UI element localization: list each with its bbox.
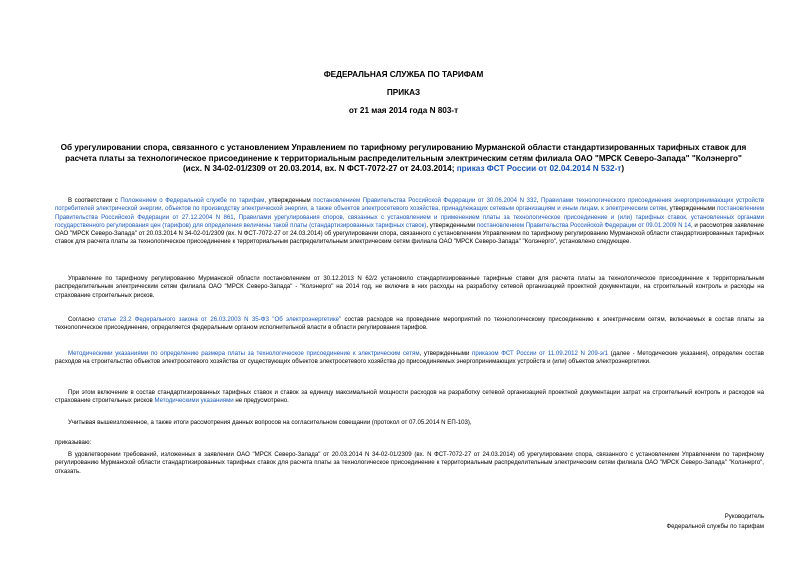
link-federal-law-35fz[interactable]: статье 23.2 Федерального закона от 26.03.2003 N 35-ФЗ "Об электроэнергетике" bbox=[97, 316, 342, 323]
p3-text-b: состав расходов на проведение мероприятий по технологическому присоединению к электрическим сетям, включаемых в состав платы за технологическое присоединение, определяется федеральным органом исполнительной власти в области регулирования тарифов. bbox=[55, 316, 764, 332]
p5-text-b: не предусмотрено. bbox=[233, 397, 289, 405]
p7-text: приказываю: bbox=[55, 439, 92, 446]
p1-text-f: , утвержденными bbox=[426, 221, 477, 229]
link-dispute-rules[interactable]: Правилами урегулирования споров, связанных с установлением и применением платы за технологическое присоединение и (или) тарифных ставок, установленных органами государственного регулирования цен (тарифов) для определения величины такой платы (стандартизированных тарифных ставок) bbox=[55, 213, 764, 229]
paragraph-not-provided bbox=[55, 389, 764, 406]
paragraph-federal-law bbox=[55, 316, 764, 333]
link-methodical-guidelines-2[interactable]: Методическими указаниями bbox=[154, 397, 234, 405]
p8-text: В удовлетворении требований, изложенных в заявлении ОАО "МРСК Северо-Запада" от 20.03.2014 N 34-02-01/2309 (вх. N ФСТ-7072-27 от 24.03.2014) об урегулировании спора, связанного с установлением Управлением по тарифному регулированию Мурманской области стандартизированных тарифных ставок для расчета платы за технологическое присоединение к территориальным распределительным электрическим сетям филиала ОАО "МРСК Северо-Запада" "Колэнерго", отказать. bbox=[55, 451, 764, 475]
link-decree-14[interactable]: постановлением Правительства Российской Федерации от 09.01.2009 N 14 bbox=[476, 221, 691, 229]
document-title bbox=[55, 143, 752, 175]
p5-text-a: При этом включение в состав стандартизированных тарифных ставок и ставок за единицу максимальной мощности расходов на разработку сетевой организацией проектной документации затрат на строительный контроль и расходов на страхование строительных рисков bbox=[55, 389, 764, 405]
link-decree-861[interactable]: постановлением Правительства Российской Федерации от 27.12.2004 N 861 bbox=[55, 205, 764, 221]
paragraph-methodical-guidelines bbox=[55, 350, 764, 367]
p1-text-a: В соответствии с bbox=[68, 197, 121, 204]
p4-text-b: (далее - Методические указания), определен состав расходов на строительство объектов электросетевого хозяйства от существующих объектов электросетевого хозяйства до присоединяемых энергопринимающих устройств и (или) объектов электроэнергетики. bbox=[55, 350, 764, 366]
p4-text-a: , утвержденными bbox=[419, 350, 473, 357]
title-tail: ) bbox=[621, 164, 625, 174]
paragraph-considering bbox=[55, 419, 764, 427]
paragraph-regional-decision bbox=[55, 275, 764, 300]
p2-text: Управление по тарифному регулированию Мурманской области постановлением от 30.12.2013 N 62/2 установило стандартизированные тарифные ставки для расчета платы за технологическое присоединение к территориальным распределительным электрическим сетям филиала ОАО "МРСК Северо-Запада" - "Колэнерго" на 2014 год, не включив в них расходы на разработку сетевой организацией проектной документации, на строительный контроль и расходы на страхование строительных рисков. bbox=[55, 275, 764, 299]
paragraph-preamble bbox=[55, 197, 764, 247]
document-date-heading: от 21 мая 2014 года N 803-т bbox=[348, 106, 459, 115]
link-decree-332[interactable]: постановлением Правительства Российской Федерации от 30.06.2004 N 332 bbox=[313, 197, 537, 204]
title-link-order-532[interactable]: приказ ФСТ России от 02.04.2014 N 532-т bbox=[456, 164, 622, 174]
paragraph-decision bbox=[55, 451, 764, 476]
link-order-209[interactable]: приказом ФСТ России от 11.09.2012 N 209-э/1 bbox=[472, 350, 608, 357]
link-fst-regulation[interactable]: Положением о Федеральной службе по тарифам bbox=[120, 197, 265, 204]
p1-text-c: , bbox=[536, 197, 541, 204]
link-methodical-guidelines[interactable]: Методическими указаниями по определению размера платы за технологическое присоединение к электрическим сетям bbox=[68, 350, 420, 357]
p6-text: Учитывая вышеизложенное, а также итоги рассмотрения данных вопросов на согласительном совещании (протокол от 07.05.2014 N ЕП-103), bbox=[68, 419, 472, 426]
agency-heading: ФЕДЕРАЛЬНАЯ СЛУЖБА ПО ТАРИФАМ bbox=[323, 70, 484, 79]
p1-text-d: , утвержденными bbox=[666, 205, 717, 213]
title-text: Об урегулировании спора, связанного с установлением Управлением по тарифному регулированию Мурманской области стандартизированных тарифных ставок для расчета платы за технологическое присоединение к территориальным распределительным электрическим сетям филиала ОАО "МРСК Северо-Запада" "Колэнерго" (исх. N 34-02-01/2309 от 20.03.2014, вх. N ФСТ-7072-27 от 24.03.2014; bbox=[60, 143, 747, 174]
signature-organization: Федеральной службы по тарифам bbox=[666, 523, 764, 530]
p1-text-e: , bbox=[233, 213, 239, 221]
signature-title: Руководитель bbox=[724, 513, 764, 520]
document-type-heading: ПРИКАЗ bbox=[386, 88, 421, 97]
p1-text-b: , утвержденным bbox=[264, 197, 314, 204]
paragraph-order-word bbox=[55, 439, 764, 447]
p3-text-a: Согласно bbox=[68, 316, 98, 323]
p1-text-g: , и рассмотрев заявление ОАО "МРСК Северо-Запада" от 20.03.2014 N 34-02-01/2309 (вх. N ФСТ-7072-27 от 24.03.2014) об урегулировании спора, связанного с установлением Управлением по тарифному регулированию Мурманской области стандартизированных тарифных ставок для расчета платы за технологическое присоединение к территориальным распределительным электрическим сетям филиала ОАО "МРСК Северо-Запада" "Колэнерго", установлено следующее. bbox=[55, 221, 764, 246]
link-connection-rules[interactable]: Правилами технологического присоединения энергопринимающих устройств потребителей электрической энергии, объектов по производству электрической энергии, а также объектов электросетевого хозяйства, принадлежащих сетевым организациям и иным лицам, к электрическим сетям bbox=[55, 197, 765, 213]
